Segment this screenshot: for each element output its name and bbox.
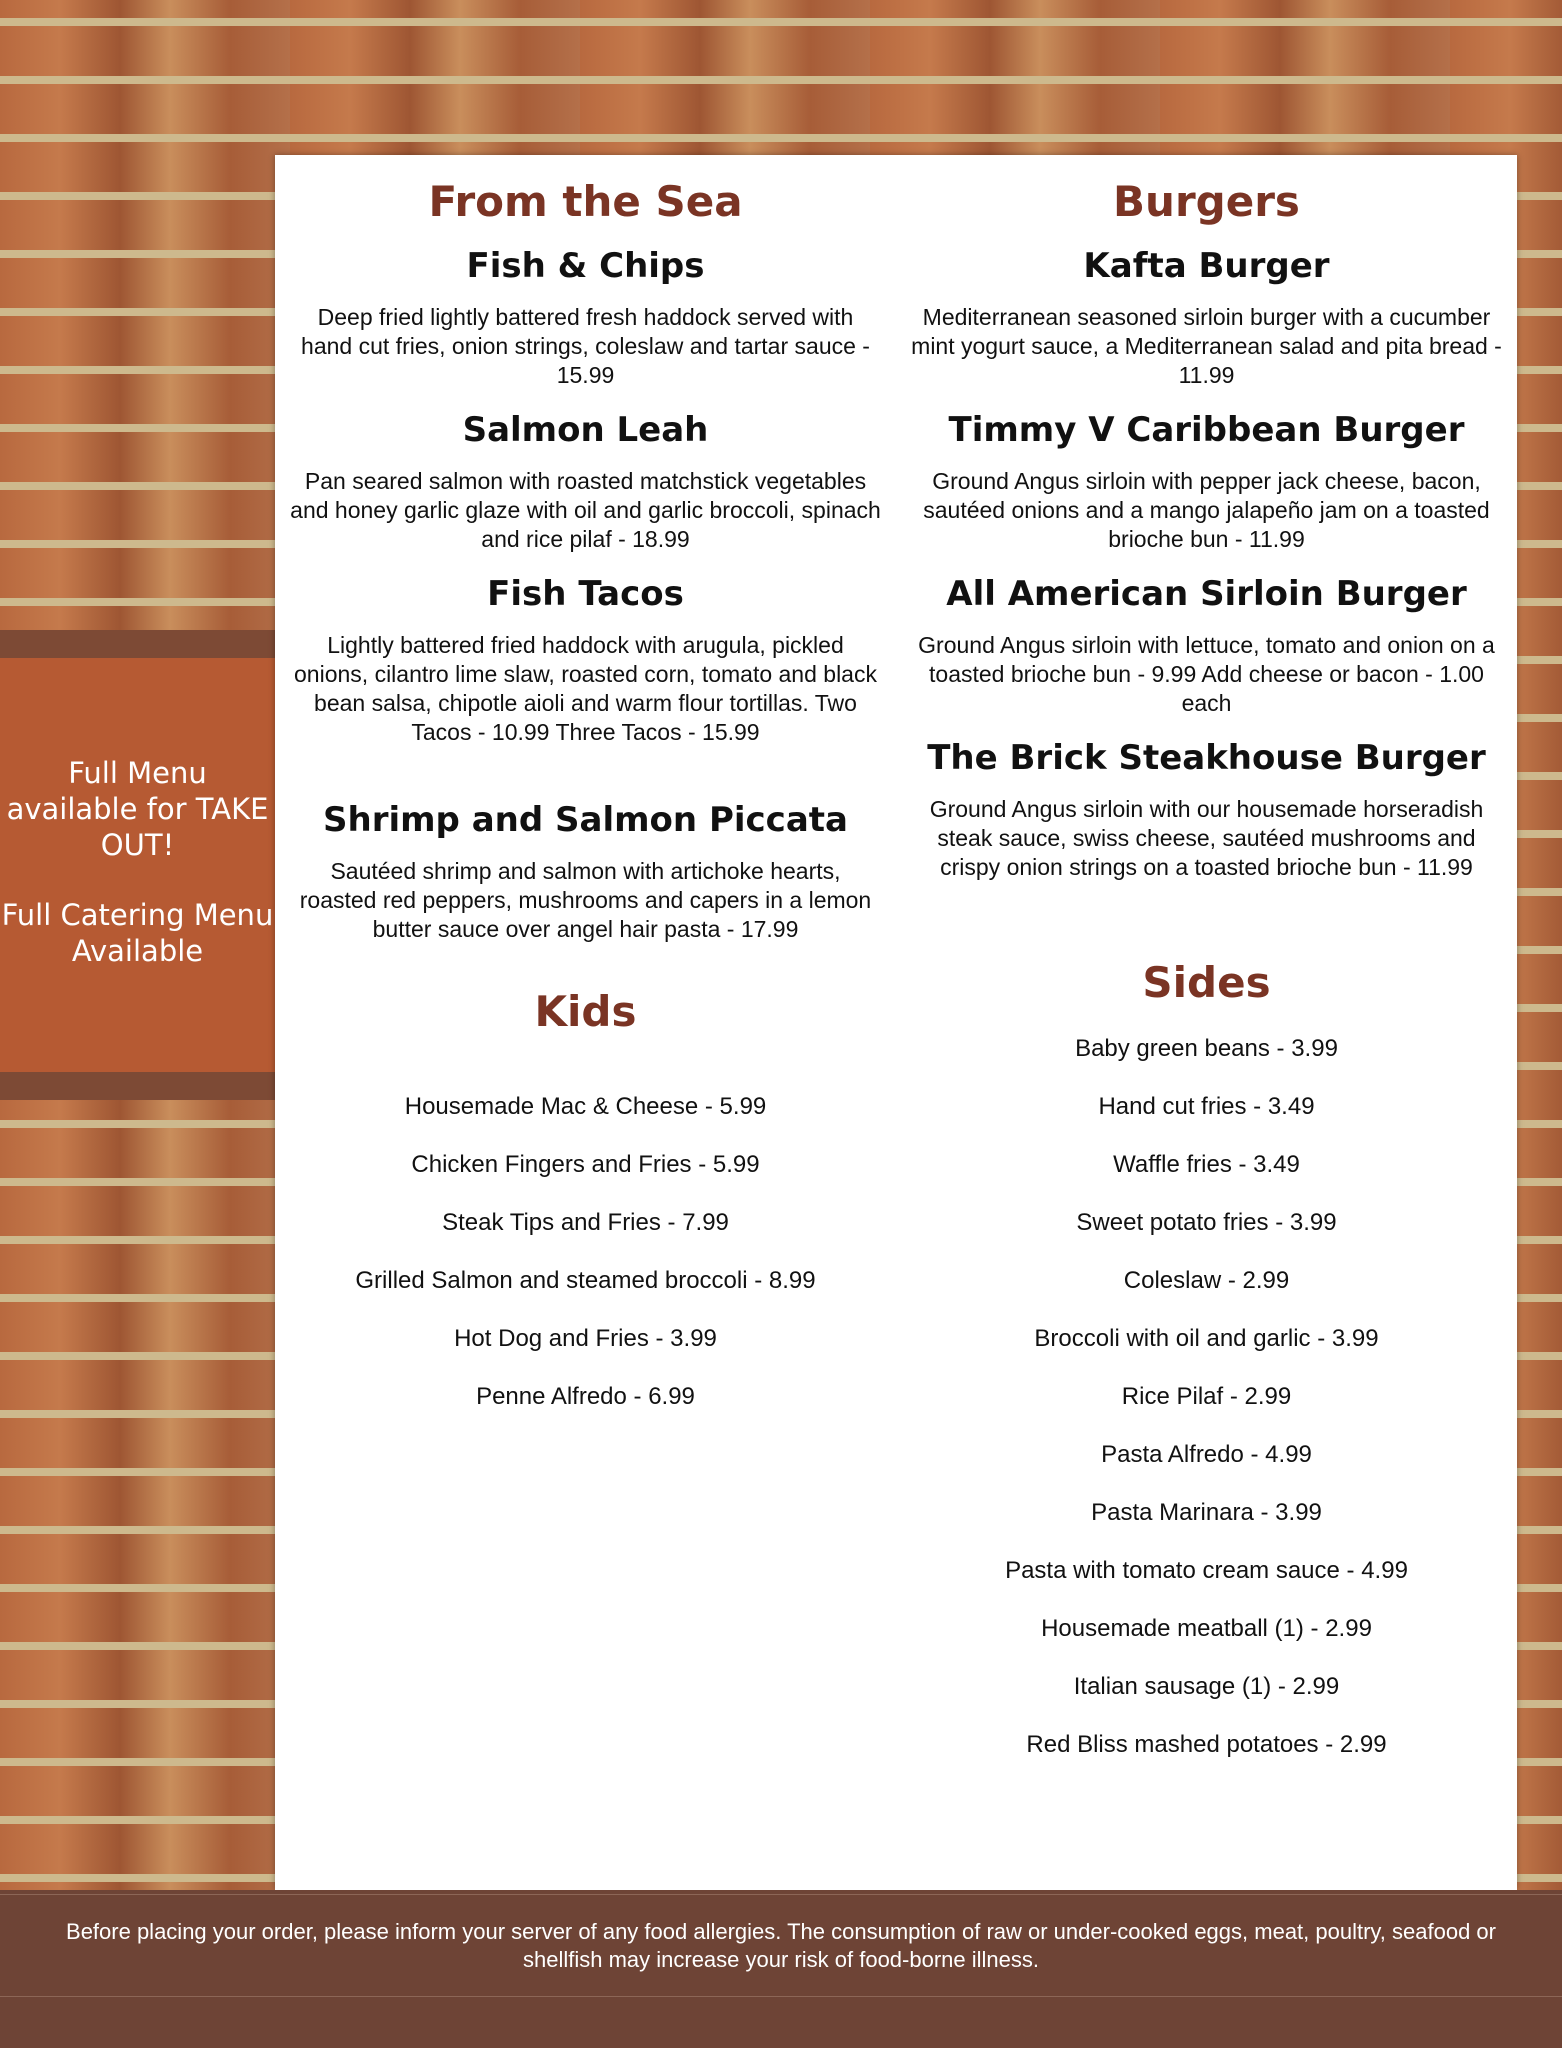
list-item: Hand cut fries - 3.49 [1098, 1093, 1315, 1120]
takeout-note: Full Menu available for TAKE OUT! [6, 756, 269, 862]
list-item: Broccoli with oil and garlic - 3.99 [1034, 1325, 1379, 1352]
section-title-sea: From the Sea [428, 177, 743, 226]
list-item: Chicken Fingers and Fries - 5.99 [411, 1151, 760, 1178]
item-description: Ground Angus sirloin with lettuce, tomato and onion on a toasted brioche bun - 9.99 Add cheese or bacon - 1.00 each [918, 632, 1495, 716]
list-item: Italian sausage (1) - 2.99 [1073, 1673, 1340, 1700]
item-description: Deep fried lightly battered fresh haddock served with hand cut fries, onion strings, coleslaw and tartar sauce - 15.99 [301, 304, 870, 388]
item-title: Fish Tacos [487, 574, 684, 614]
item-description: Lightly battered fried haddock with arugula, pickled onions, cilantro lime slaw, roasted corn, tomato and black bean salsa, chipotle aioli and warm flour tortillas. Two Tacos - 10.99 Three Tacos - 15.99 [294, 632, 877, 745]
list-item: Hot Dog and Fries - 3.99 [454, 1325, 717, 1352]
section-title-kids: Kids [534, 987, 637, 1036]
catering-note: Full Catering Menu Available [1, 898, 274, 968]
list-item: Housemade Mac & Cheese - 5.99 [404, 1093, 767, 1120]
list-item: Red Bliss mashed potatoes - 2.99 [1026, 1731, 1387, 1758]
kids-list [275, 1078, 896, 1426]
section-title-sides: Sides [1142, 958, 1271, 1007]
item-title: Salmon Leah [462, 410, 709, 450]
sides-list [896, 1020, 1517, 1774]
item-title: All American Sirloin Burger [946, 574, 1467, 614]
list-item: Rice Pilaf - 2.99 [1121, 1383, 1292, 1410]
list-item: Sweet potato fries - 3.99 [1076, 1209, 1337, 1236]
item-title: Kafta Burger [1083, 246, 1330, 286]
list-item: Penne Alfredo - 6.99 [476, 1383, 695, 1410]
list-item: Pasta Marinara - 3.99 [1091, 1499, 1322, 1526]
item-description: Pan seared salmon with roasted matchstick vegetables and honey garlic glaze with oil and garlic broccoli, spinach and rice pilaf - 18.99 [290, 468, 881, 552]
list-item: Waffle fries - 3.49 [1113, 1151, 1300, 1178]
takeout-text-block [0, 755, 275, 1003]
footer-divider [0, 1894, 1562, 1895]
section-title-burgers: Burgers [1113, 177, 1300, 226]
list-item: Pasta Alfredo - 4.99 [1101, 1441, 1312, 1468]
list-item: Pasta with tomato cream sauce - 4.99 [1005, 1557, 1408, 1584]
footer-divider [0, 1996, 1562, 1997]
list-item: Housemade meatball (1) - 2.99 [1041, 1615, 1372, 1642]
item-description: Ground Angus sirloin with pepper jack cheese, bacon, sautéed onions and a mango jalapeño jam on a toasted brioche bun - 11.99 [923, 468, 1490, 552]
allergy-notice: Before placing your order, please inform your server of any food allergies. The consumption of raw or under-cooked eggs, meat, poultry, seafood or shellfish may increase your risk of food-borne illness. [66, 1919, 1496, 1972]
item-description: Mediterranean seasoned sirloin burger with a cucumber mint yogurt sauce, a Mediterranean salad and pita bread - 11.99 [911, 304, 1502, 388]
item-description: Ground Angus sirloin with our housemade horseradish steak sauce, swiss cheese, sautéed mushrooms and crispy onion strings on a toasted brioche bun - 11.99 [929, 796, 1484, 880]
item-description: Sautéed shrimp and salmon with artichoke hearts, roasted red peppers, mushrooms and capers in a lemon butter sauce over angel hair pasta - 17.99 [299, 858, 872, 942]
footer-bar [0, 1890, 1562, 2048]
list-item: Steak Tips and Fries - 7.99 [442, 1209, 729, 1236]
item-title: Timmy V Caribbean Burger [948, 410, 1465, 450]
item-title: Shrimp and Salmon Piccata [323, 800, 848, 840]
list-item: Coleslaw - 2.99 [1123, 1267, 1290, 1294]
menu-card [275, 155, 1517, 1890]
list-item: Baby green beans - 3.99 [1075, 1035, 1338, 1062]
list-item: Grilled Salmon and steamed broccoli - 8.99 [355, 1267, 816, 1294]
item-title: Fish & Chips [466, 246, 705, 286]
item-title: The Brick Steakhouse Burger [927, 738, 1486, 778]
